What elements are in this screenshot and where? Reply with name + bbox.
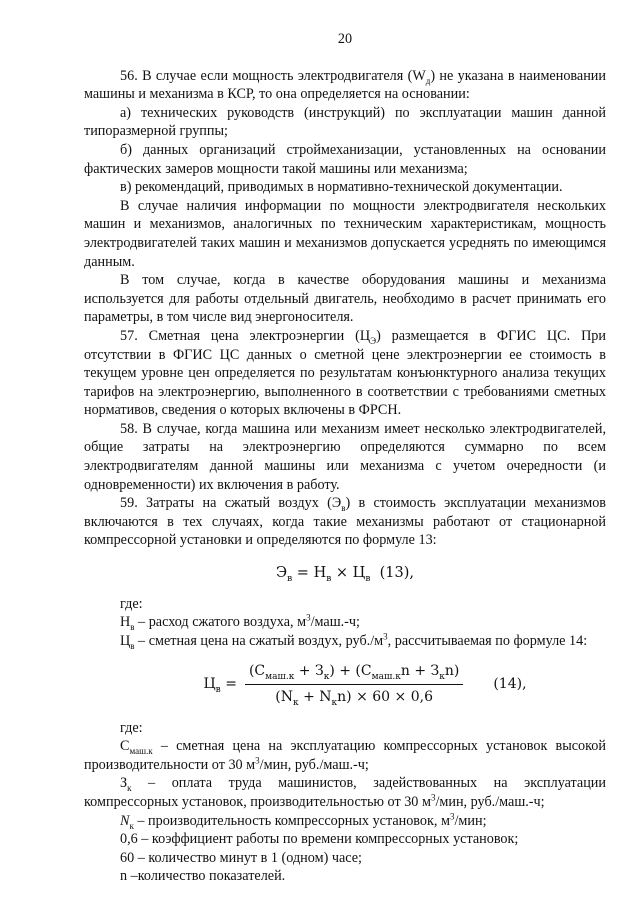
definition-zk: $З_к$ – оплата труда машинистов, задействованных на эксплуатации компрессорных установок, производительностью от 30 $м^3$/мин, руб./маш.-ч; (84, 775, 606, 810)
paragraph-58: 58. В случае, когда машина или механизм имеет несколько электродвигателей, общие затраты на электроэнергию определяются суммарно по всем электродвигателям данной машины или механизма с учетом очередности (и одновременности) их включения в работу. (84, 420, 606, 493)
paragraph-56: 56. В случае если мощность электродвигателя $(W_д)$ не указана в наименовании машины и механизма в КСР, то она определяется на основании: (84, 67, 606, 103)
formula-13-number: (13), (379, 565, 414, 582)
definition-n: n –количество показателей. (120, 868, 286, 885)
paragraph-59: 59. Затраты на сжатый воздух $(Э_в)$ в стоимость эксплуатации механизмов включаются в тех случаях, когда такие механизмы работают от стационарной компрессорной установки и определяются по формуле 13: (84, 495, 606, 549)
list-item-a: а) технических руководств (инструкций) по эксплуатации машин данной типоразмерной группы; (84, 104, 606, 140)
definition-hv: $Н_в$ – расход сжатого воздуха, $м^3/маш.-ч$; (120, 612, 360, 633)
paragraph-57: 57. Сметная цена электроэнергии $(Ц_Э)$ размещается в ФГИС ЦС. При отсутствии в ФГИС ЦС данных о сметной цене электроэнергии ее стоимость в текущем уровне цен определяется по результатам конъюнктурного анализа текущих тарифов на электроэнергию, выполненного в соответствии с требованиями сметных нормативов, сведения о которых включены в ФРСН. (84, 327, 606, 419)
list-item-c: в) рекомендаций, приводимых в нормативно-технической документации. (120, 179, 563, 196)
list-item-b: б) данных организаций строймеханизации, установленных на основании фактических замеров мощности такой машины или механизма; (84, 141, 606, 177)
definition-coefficient: 0,6 – коэффициент работы по времени компрессорных установок; (120, 831, 519, 848)
definition-cmashk: $С_{маш.к}$ – сметная цена на эксплуатацию компрессорных установок высокой производительности от 30 $м^3$/мин, руб./маш.-ч; (84, 738, 606, 773)
paragraph-averaging: В случае наличия информации по мощности электродвигателя нескольких машин и механизмов, аналогичных по техническим характеристикам, мощность электродвигателей таких машин и механизмов допускается усреднять по имеющимся данным. (84, 197, 606, 270)
formula-14-numerator: $(С_{маш.к} + З_к) + (С_{маш.к}n + З_кn)$ (245, 662, 463, 685)
formula-14-fraction (245, 662, 463, 706)
formula-14: $Ц_в$ = $\frac{(С_{маш.к} + З_к) + (С_{маш.к}n + З_кn)}{(N_к + N_кn) \times 60 \times 0,6}$ (14), (203, 663, 527, 708)
definition-minutes: 60 – количество минут в 1 (одном) часе; (120, 849, 362, 866)
definition-nk: $N_к$ – производительность компрессорных установок, $м^3$/мин; (120, 810, 487, 831)
formula-14-number: (14), (493, 676, 527, 693)
page-number: 20 (337, 31, 353, 47)
where-label-2: где: (120, 719, 143, 736)
where-label-1: где: (120, 595, 143, 612)
formula-13: $Э_в = Н_в \times Ц_в$ (13), (276, 565, 414, 584)
formula-14-denominator: $(N_к + N_кn) \times 60 \times 0,6$ (275, 689, 433, 708)
definition-cv: $Ц_в$ – сметная цена на сжатый воздух, $руб./м^3$, рассчитываемая по формуле 14: (120, 631, 588, 651)
paragraph-separate-engine: В том случае, когда в качестве оборудования машины и механизма используется для работы отдельный двигатель, необходимо в расчет принимать его параметры, в том числе вид энергоносителя. (84, 272, 606, 326)
